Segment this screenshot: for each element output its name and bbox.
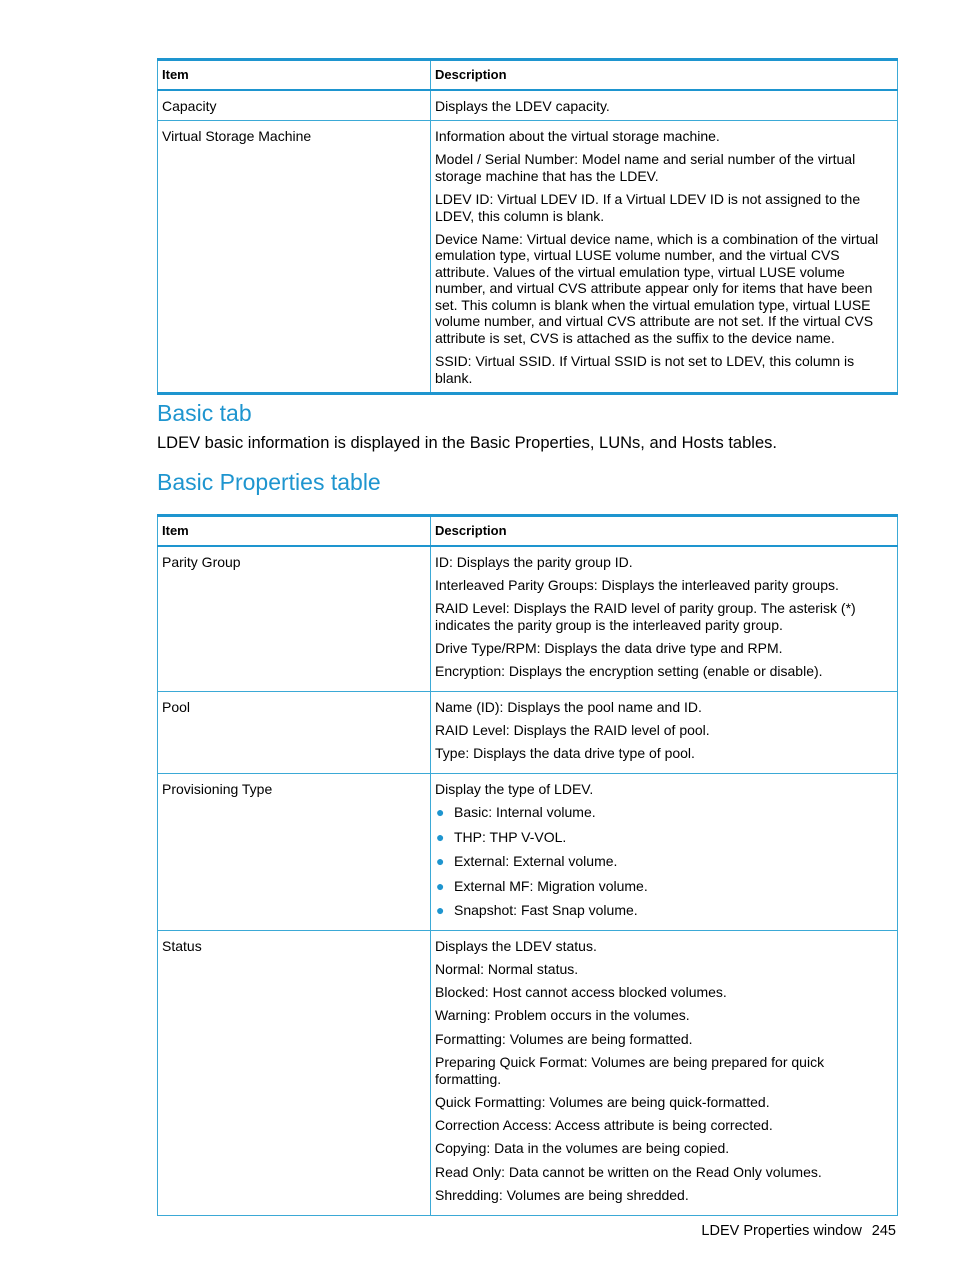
- row-description: [431, 773, 898, 930]
- description-line: SSID: Virtual SSID. If Virtual SSID is not set to LDEV, this column is blank.: [435, 353, 855, 386]
- table-row: [158, 691, 898, 773]
- list-item-text: Snapshot: Fast Snap volume.: [454, 902, 638, 919]
- description-line: Copying: Data in the volumes are being copied.: [435, 1140, 730, 1157]
- page-number: 245: [871, 1223, 896, 1239]
- description-line: LDEV ID: Virtual LDEV ID. If a Virtual LDEV ID is not assigned to the LDEV, this column is blank.: [435, 191, 861, 224]
- description-line: Warning: Problem occurs in the volumes.: [435, 1007, 690, 1024]
- column-header-description: Description: [431, 516, 898, 546]
- basic-tab-description: LDEV basic information is displayed in the Basic Properties, LUNs, and Hosts tables.: [157, 434, 777, 452]
- list-item: [435, 902, 893, 919]
- row-description: [431, 546, 898, 692]
- row-item: Pool: [158, 691, 431, 773]
- row-description: [431, 930, 898, 1215]
- description-line: Interleaved Parity Groups: Displays the interleaved parity groups.: [435, 576, 839, 593]
- footer-title: LDEV Properties window: [701, 1223, 862, 1239]
- bullet-icon: ●: [436, 902, 445, 919]
- row-description: [431, 691, 898, 773]
- description-line: Blocked: Host cannot access blocked volumes.: [435, 984, 727, 1001]
- bullet-icon: ●: [436, 804, 445, 821]
- description-line: Displays the LDEV capacity.: [435, 97, 610, 114]
- description-line: Encryption: Displays the encryption setting (enable or disable).: [435, 663, 823, 680]
- column-header-description: Description: [431, 60, 898, 90]
- description-line: Device Name: Virtual device name, which is a combination of the virtual emulation type, virtual LUSE volume number, and the virtual CVS attribute. Values of the virtual emulation type, virtual LUSE volume number, and virtual CVS attribute appear only for items that have been set. This column is blank when the virtual emulation type, virtual LUSE volume number, and virtual CVS attribute are not set. If the virtual CVS attribute is set, CVS is attached as the suffix to the device name.: [435, 230, 879, 346]
- description-line: Quick Formatting: Volumes are being quick-formatted.: [435, 1093, 770, 1110]
- description-line: RAID Level: Displays the RAID level of parity group. The asterisk (*) indicates the parity group is the interleaved parity group.: [435, 600, 856, 633]
- table-row: [158, 90, 898, 121]
- row-item: Parity Group: [158, 546, 431, 692]
- bullet-icon: ●: [436, 853, 445, 870]
- description-line: Correction Access: Access attribute is being corrected.: [435, 1117, 773, 1134]
- list-item: [435, 829, 893, 846]
- row-description: [431, 90, 898, 121]
- description-line: Preparing Quick Format: Volumes are being prepared for quick formatting.: [435, 1054, 825, 1087]
- description-line: ID: Displays the parity group ID.: [435, 553, 633, 570]
- provisioning-type-list: [435, 804, 893, 919]
- description-line: Displays the LDEV status.: [435, 937, 597, 954]
- column-header-item: Item: [158, 516, 431, 546]
- description-line: Model / Serial Number: Model name and serial number of the virtual storage machine that has the LDEV.: [435, 151, 856, 184]
- table-row: [158, 121, 898, 394]
- section-heading-basic-properties: Basic Properties table: [157, 469, 381, 495]
- list-item-text: Basic: Internal volume.: [454, 804, 596, 821]
- list-item: [435, 853, 893, 870]
- basic-properties-table: [157, 514, 898, 1216]
- virtual-storage-table: [157, 58, 898, 395]
- description-line: Drive Type/RPM: Displays the data drive type and RPM.: [435, 639, 783, 656]
- row-item: Status: [158, 930, 431, 1215]
- list-item-text: External: External volume.: [454, 853, 618, 870]
- row-item: Virtual Storage Machine: [158, 121, 431, 394]
- description-line: Formatting: Volumes are being formatted.: [435, 1030, 693, 1047]
- table-row: [158, 773, 898, 930]
- table-row: [158, 930, 898, 1215]
- description-line: Type: Displays the data drive type of pool.: [435, 745, 695, 762]
- list-item: [435, 804, 893, 821]
- list-item-text: THP: THP V-VOL.: [454, 828, 567, 845]
- description-line: Shredding: Volumes are being shredded.: [435, 1187, 689, 1204]
- bullet-icon: ●: [436, 877, 445, 894]
- description-line: Read Only: Data cannot be written on the Read Only volumes.: [435, 1163, 822, 1180]
- table-row: [158, 546, 898, 692]
- description-line: Display the type of LDEV.: [435, 780, 594, 797]
- column-header-item: Item: [158, 60, 431, 90]
- bullet-icon: ●: [436, 828, 445, 845]
- list-item-text: External MF: Migration volume.: [454, 877, 648, 894]
- row-description: [431, 121, 898, 394]
- section-heading-basic-tab: Basic tab: [157, 400, 252, 426]
- table-header-row: [158, 516, 898, 546]
- description-line: Information about the virtual storage machine.: [435, 128, 720, 144]
- page-footer: [701, 1222, 896, 1240]
- list-item: [435, 878, 893, 895]
- row-item: Capacity: [158, 90, 431, 121]
- row-item: Provisioning Type: [158, 773, 431, 930]
- description-line: Name (ID): Displays the pool name and ID.: [435, 698, 702, 715]
- description-line: RAID Level: Displays the RAID level of pool.: [435, 721, 710, 738]
- table-header-row: [158, 60, 898, 90]
- description-line: Normal: Normal status.: [435, 960, 579, 977]
